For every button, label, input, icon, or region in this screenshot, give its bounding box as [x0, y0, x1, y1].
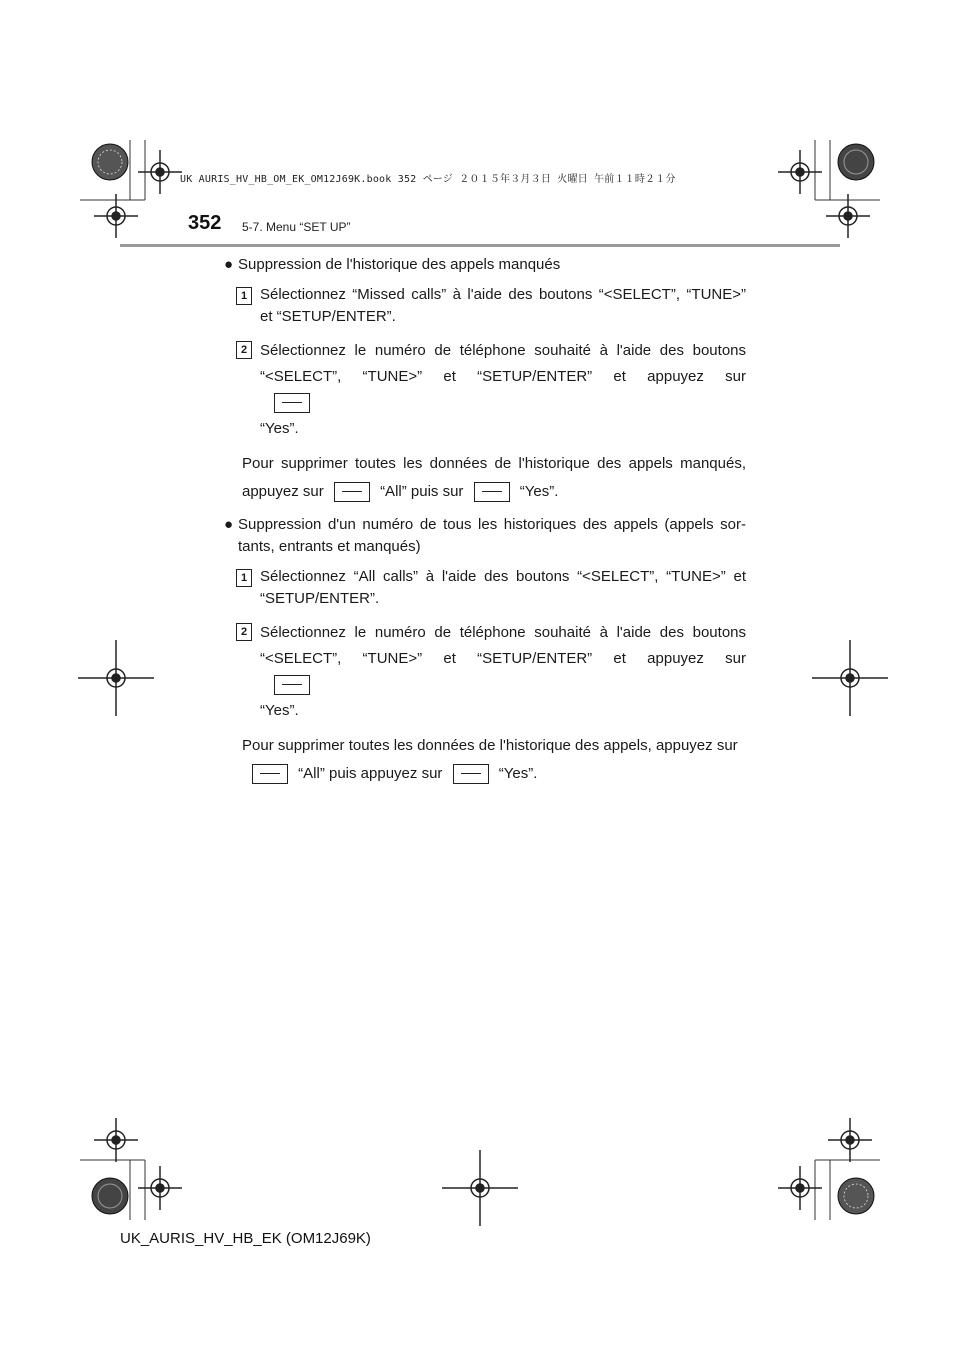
step-2	[238, 620, 746, 724]
step-badge: 1	[236, 569, 252, 587]
step-text: Sélectionnez “All calls” à l'aide des boutons “<SELECT”, “TUNE>” et	[260, 568, 746, 585]
step-line	[260, 364, 746, 416]
step-text: “<SELECT”, “TUNE>” et “SETUP/ENTER” et appuyez sur	[260, 368, 746, 385]
step-text: “SETUP/ENTER”.	[260, 590, 380, 607]
section-heading: tants, entrants et manqués)	[238, 538, 421, 555]
step-badge: 2	[236, 341, 252, 359]
note-line	[242, 478, 746, 506]
footer-code: UK_AURIS_HV_HB_EK (OM12J69K)	[120, 1230, 371, 1247]
note-text: “All” puis appuyez sur	[298, 765, 443, 782]
note-text: “Yes”.	[498, 765, 538, 782]
step-text: Sélectionnez “Missed calls” à l'aide des boutons “<SELECT”, “TUNE>”	[260, 286, 746, 303]
step-text: Sélectionnez le numéro de téléphone souhaité à l'aide des boutons	[260, 342, 746, 359]
note-text: “Yes”.	[519, 483, 559, 500]
bullet-section-1	[224, 254, 746, 276]
bullet-section-2	[224, 514, 746, 558]
screen-key-button[interactable]	[252, 764, 288, 784]
screen-key-button[interactable]	[453, 764, 489, 784]
screen-key-button[interactable]	[334, 482, 370, 502]
step-text: “Yes”.	[260, 702, 299, 719]
note-text: Pour supprimer toutes les données de l'historique des appels manqués,	[242, 455, 746, 472]
bullet-icon: ●	[224, 256, 234, 273]
step-2	[238, 338, 746, 442]
step-text: “<SELECT”, “TUNE>” et “SETUP/ENTER” et appuyez sur	[260, 650, 746, 667]
note-text: “All” puis sur	[380, 483, 464, 500]
screen-key-button[interactable]	[274, 675, 310, 695]
step-badge: 2	[236, 623, 252, 641]
step-1	[238, 566, 746, 610]
page-number: 352	[188, 212, 222, 234]
section-heading: Suppression de l'historique des appels manqués	[238, 256, 561, 273]
step-text: “Yes”.	[260, 420, 299, 437]
step-text: et “SETUP/ENTER”.	[260, 308, 396, 325]
step-text: Sélectionnez le numéro de téléphone souhaité à l'aide des boutons	[260, 624, 746, 641]
step-1	[238, 284, 746, 328]
step-line	[260, 646, 746, 698]
note	[238, 450, 746, 506]
screen-key-button[interactable]	[474, 482, 510, 502]
print-info: UK AURIS_HV_HB_OM_EK_OM12J69K.book 352 ページ ２０１５年３月３日 火曜日 午前１１時２１分	[180, 174, 676, 185]
note-line	[242, 760, 746, 788]
header-rule	[120, 244, 840, 247]
content	[224, 254, 746, 788]
note	[238, 732, 746, 788]
bullet-icon: ●	[224, 516, 234, 533]
step-badge: 1	[236, 287, 252, 305]
section-heading: Suppression d'un numéro de tous les historiques des appels (appels sor-	[238, 516, 746, 533]
note-text: appuyez sur	[242, 483, 324, 500]
screen-key-button[interactable]	[274, 393, 310, 413]
note-text: Pour supprimer toutes les données de l'historique des appels, appuyez sur	[242, 737, 738, 754]
section-title: 5-7. Menu “SET UP”	[242, 220, 351, 234]
